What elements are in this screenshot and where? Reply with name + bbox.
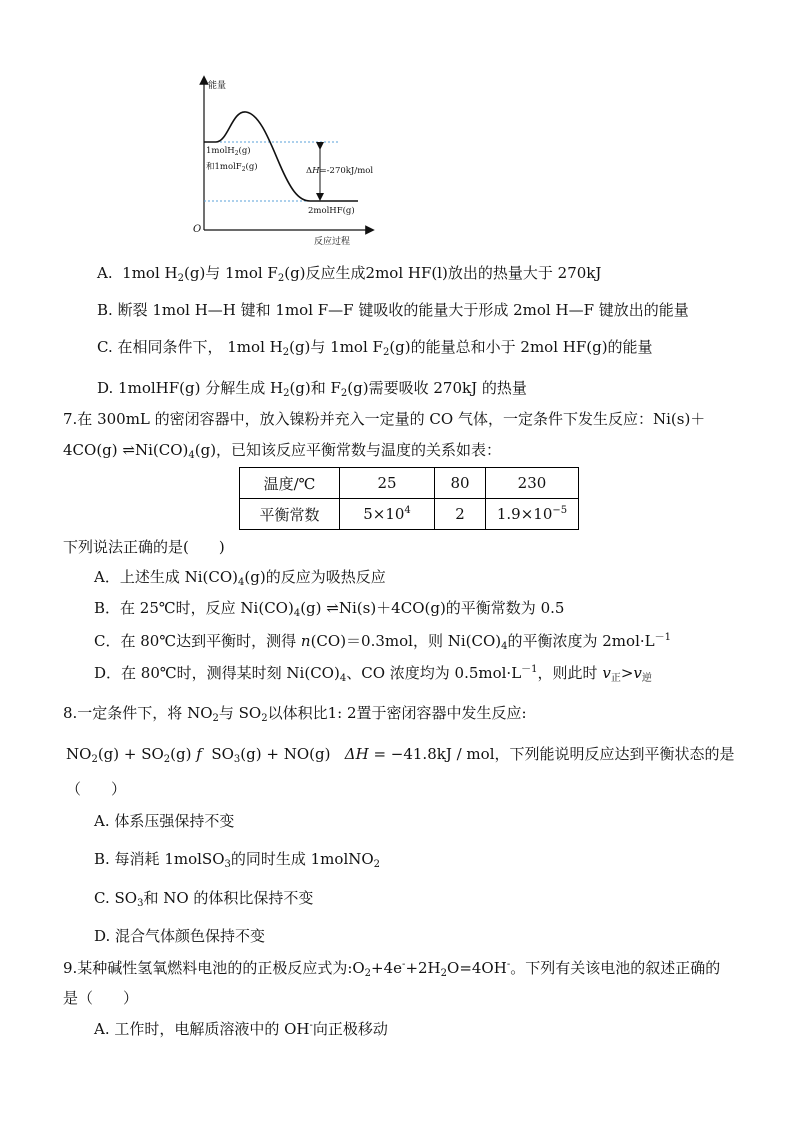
q7-option-a: A．上述生成 $Ni(CO)_4(g)$的反应为吸热反应 — [94, 568, 386, 588]
q7-option-d: D．在 80℃时，测得某时刻 $Ni(CO)_4$、CO 浓度均为 $0.5mol\cdot L^{-1}$，则此时 $v_正>v_逆$ — [94, 664, 652, 684]
q7-stem-line2: 4CO(g) $\rightleftharpoons Ni(CO)_4(g)$，已知该反应平衡常数与温度的关系如表： — [63, 441, 502, 461]
q8-paren: （ ） — [66, 780, 127, 798]
table-temp-230: 230 — [486, 468, 579, 499]
q8-option-d: D. 混合气体颜色保持不变 — [94, 927, 266, 945]
delta-h-label: ΔH=-270kJ/mol — [306, 166, 374, 176]
table-k-80: 2 — [435, 499, 486, 530]
q9-stem-line2: 是（ ） — [63, 989, 139, 1007]
table-temp-80: 80 — [435, 468, 486, 499]
table-temp-25: 25 — [340, 468, 435, 499]
table-k-230: $1.9\times 10^{-5}$ — [486, 499, 579, 530]
energy-curve — [204, 112, 358, 201]
energy-diagram — [180, 70, 380, 245]
q7-option-c: C．在 80℃达到平衡时，测得 n(CO)＝0.3mol，则 $Ni(CO)_4$的平衡浓度为 $2mol\cdot L^{-1}$ — [94, 632, 671, 652]
q7-question: 下列说法正确的是( ) — [63, 538, 225, 556]
q9-stem: 9.某种碱性氢氧燃料电池的的正极反应式为$:O_2+4e^-+2H_2O=4OH^-$。下列有关该电池的叙述正确的 — [63, 959, 721, 979]
q8-option-a: A. 体系压强保持不变 — [94, 812, 235, 830]
x-axis-label: 反应过程 — [314, 237, 351, 245]
q8-option-c: C. $SO_3$和 NO 的体积比保持不变 — [94, 889, 314, 909]
reactant-label-2: 和1molF$_2$(g) — [206, 162, 258, 173]
q8-equation: $NO_2(g) + SO_2(g)$ f $SO_3(g) + NO(g) \Delta H = -41.8kJ$ / mol，下列能说明反应达到平衡状态的是 — [66, 745, 735, 765]
q6-option-b: B. 断裂 1mol H—H 键和 1mol F—F 键吸收的能量大于形成 2mol H—F 键放出的能量 — [97, 301, 689, 319]
q7-stem-line1: 7.在 300mL 的密闭容器中，放入镍粉并充入一定量的 CO 气体，一定条件下发生反应：Ni(s)＋ — [63, 410, 706, 428]
y-axis-label: 能量 — [208, 81, 227, 91]
q9-option-a: A. 工作时，电解质溶液中的 OH-向正极移动 — [94, 1020, 388, 1038]
q6-option-c: C. 在相同条件下， 1mol $H_2(g)$与 1mol $F_2(g)$的能量总和小于 2mol HF(g)的能量 — [97, 338, 653, 358]
q6-option-d: D. 1molHF(g) 分解生成 $H_2(g)$和 $F_2(g)$需要吸收 270kJ 的热量 — [97, 379, 527, 399]
table-header-k: 平衡常数 — [240, 499, 340, 530]
table-k-25: $5\times 10^4$ — [340, 499, 435, 530]
table-header-temp: 温度/℃ — [240, 468, 340, 499]
q6-option-a: A. 1mol $H_2(g)$与 1mol $F_2(g)$反应生成2mol HF(l)放出的热量大于 270kJ — [97, 264, 602, 284]
product-label: 2molHF(g) — [308, 206, 355, 216]
q7-option-b: B．在 25℃时，反应 $Ni(CO)_4(g)$ ⇌Ni(s)＋4CO(g)的平衡常数为 0.5 — [94, 599, 565, 619]
equilibrium-table — [239, 467, 579, 530]
reactant-label-1: 1molH$_2$(g) — [206, 146, 251, 157]
q8-option-b: B. 每消耗 1molSO$_3$的同时生成 1molNO$_2$ — [94, 850, 381, 870]
origin-label: O — [193, 224, 202, 235]
q8-stem: 8.一定条件下，将 $NO_2$与 $SO_2$以体积比1: 2置于密闭容器中发生反应: — [63, 704, 527, 724]
